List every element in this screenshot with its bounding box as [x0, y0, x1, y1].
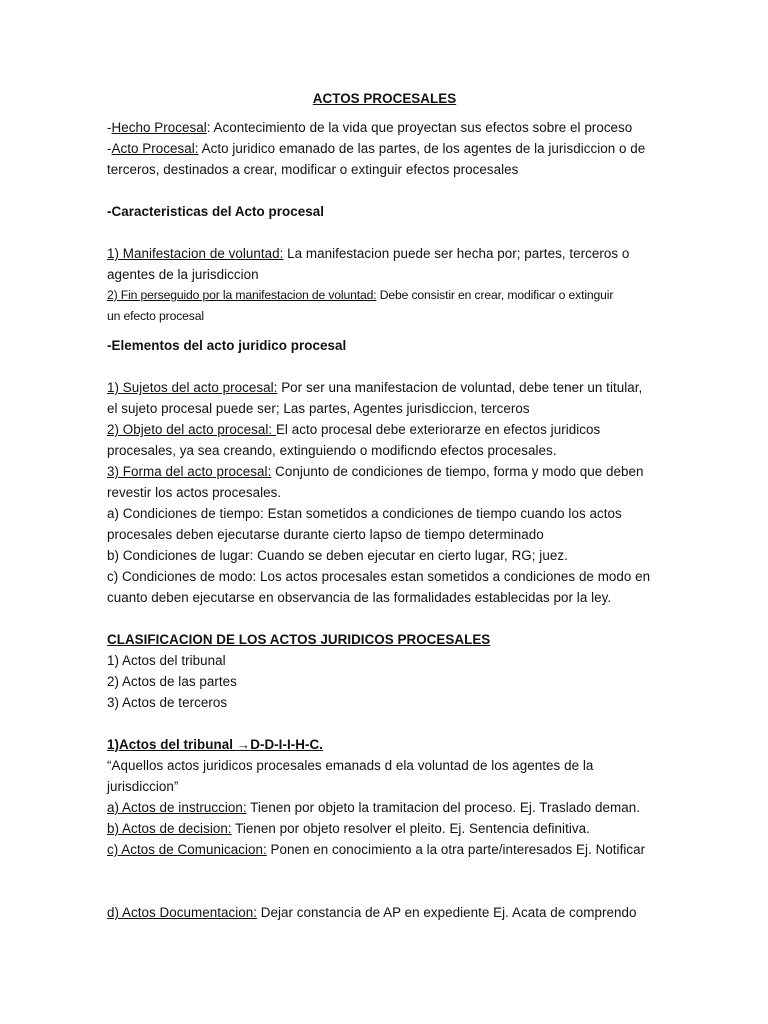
actos-instruccion-text: Tienen por objeto la tramitacion del proceso. Ej. Traslado deman. [246, 800, 640, 815]
forma-text: Conjunto de condiciones de tiempo, forma y modo que deben [271, 464, 644, 479]
caracteristicas-heading: -Caracteristicas del Acto procesal [107, 204, 325, 219]
spacer [107, 109, 667, 117]
actos-decision-term: b) Actos de decision: [107, 821, 232, 836]
arrow-right-icon: → [236, 737, 251, 752]
hecho-procesal-text: : Acontecimiento de la vida que proyectan sus efectos sobre el proceso [206, 120, 633, 135]
elementos-heading: -Elementos del acto juridico procesal [107, 338, 347, 353]
sujetos-text-cont: el sujeto procesal puede ser; Las partes, Agentes jurisdiccion, terceros [107, 401, 530, 416]
actos-documentacion-term: d) Actos Documentacion: [107, 905, 258, 920]
spacer [107, 608, 667, 629]
condicion-lugar: b) Condiciones de lugar: Cuando se deben ejecutar en cierto lugar, RG; juez. [107, 548, 568, 563]
clasificacion-item: 1) Actos del tribunal [107, 653, 226, 668]
actos-decision-line [107, 818, 667, 839]
fin-perseguido-term: 2) Fin perseguido por la manifestacion de voluntad: [107, 288, 377, 302]
sujetos-text: Por ser una manifestacion de voluntad, debe tener un titular, [277, 380, 643, 395]
forma-line [107, 461, 667, 482]
fin-perseguido-line [107, 285, 667, 306]
objeto-text: El acto procesal debe exteriorarze en efectos juridicos [275, 422, 601, 437]
actos-instruccion-term: a) Actos de instruccion: [107, 800, 247, 815]
tribunal-heading-text: 1)Actos del tribunal [107, 737, 237, 752]
actos-documentacion-line [107, 902, 667, 923]
hecho-procesal-line [107, 117, 667, 138]
actos-decision-text: Tienen por objeto resolver el pleito. Ej. Sentencia definitiva. [231, 821, 590, 836]
objeto-term: 2) Objeto del acto procesal: [107, 422, 276, 437]
tribunal-quote: “Aquellos actos juridicos procesales emanads d ela voluntad de los agentes de la [107, 758, 594, 773]
manifestacion-text: La manifestacion puede ser hecha por; partes, terceros o [283, 246, 630, 261]
manifestacion-text-cont: agentes de la jurisdiccion [107, 267, 259, 282]
forma-term: 3) Forma del acto procesal: [107, 464, 272, 479]
acto-procesal-term: Acto Procesal: [111, 141, 199, 156]
dash: - [107, 141, 112, 156]
clasificacion-heading: CLASIFICACION DE LOS ACTOS JURIDICOS PROCESALES [107, 632, 491, 647]
acto-procesal-text: Acto juridico emanado de las partes, de los agentes de la jurisdiccion o de [198, 141, 646, 156]
manifestacion-term: 1) Manifestacion de voluntad: [107, 246, 284, 261]
condicion-tiempo: a) Condiciones de tiempo: Estan sometidos a condiciones de tiempo cuando los actos [107, 506, 622, 521]
objeto-text-cont: procesales, ya sea creando, extinguiendo o modificndo efectos procesales. [107, 443, 557, 458]
condicion-modo-cont: cuanto deben ejecutarse en observancia de las formalidades establecidas por la ley. [107, 590, 612, 605]
condicion-tiempo-cont: procesales deben ejecutarse durante cierto lapso de tiempo determinado [107, 527, 544, 542]
actos-comunicacion-line [107, 839, 667, 860]
hecho-procesal-term: Hecho Procesal [111, 120, 207, 135]
document-page [107, 88, 667, 923]
fin-perseguido-text: Debe consistir en crear, modificar o extinguir [376, 288, 614, 302]
acto-procesal-line [107, 138, 667, 159]
sujetos-line [107, 377, 667, 398]
spacer [107, 713, 667, 734]
fin-perseguido-text-cont: un efecto procesal [107, 309, 204, 323]
document-title: ACTOS PROCESALES [312, 91, 457, 106]
clasificacion-item: 2) Actos de las partes [107, 674, 237, 689]
spacer [107, 356, 667, 377]
dash: - [107, 120, 112, 135]
acto-procesal-text-cont: terceros, destinados a crear, modificar o extinguir efectos procesales [107, 162, 519, 177]
actos-instruccion-line [107, 797, 667, 818]
tribunal-code: D-D-I-I-H-C. [250, 737, 323, 752]
objeto-line [107, 419, 667, 440]
forma-text-cont: revestir los actos procesales. [107, 485, 282, 500]
spacer [107, 180, 667, 201]
tribunal-quote-cont: jurisdiccion” [107, 779, 179, 794]
actos-documentacion-text: Dejar constancia de AP en expediente Ej. Acata de comprendo [257, 905, 637, 920]
condicion-modo: c) Condiciones de modo: Los actos procesales estan sometidos a condiciones de modo en [107, 569, 651, 584]
spacer [107, 222, 667, 243]
sujetos-term: 1) Sujetos del acto procesal: [107, 380, 278, 395]
spacer [107, 327, 667, 335]
clasificacion-item: 3) Actos de terceros [107, 695, 228, 710]
tribunal-heading [107, 734, 667, 755]
actos-comunicacion-term: c) Actos de Comunicacion: [107, 842, 267, 857]
manifestacion-line [107, 243, 667, 264]
spacer [107, 860, 667, 902]
actos-comunicacion-text: Ponen en conocimiento a la otra parte/interesados Ej. Notificar [266, 842, 646, 857]
